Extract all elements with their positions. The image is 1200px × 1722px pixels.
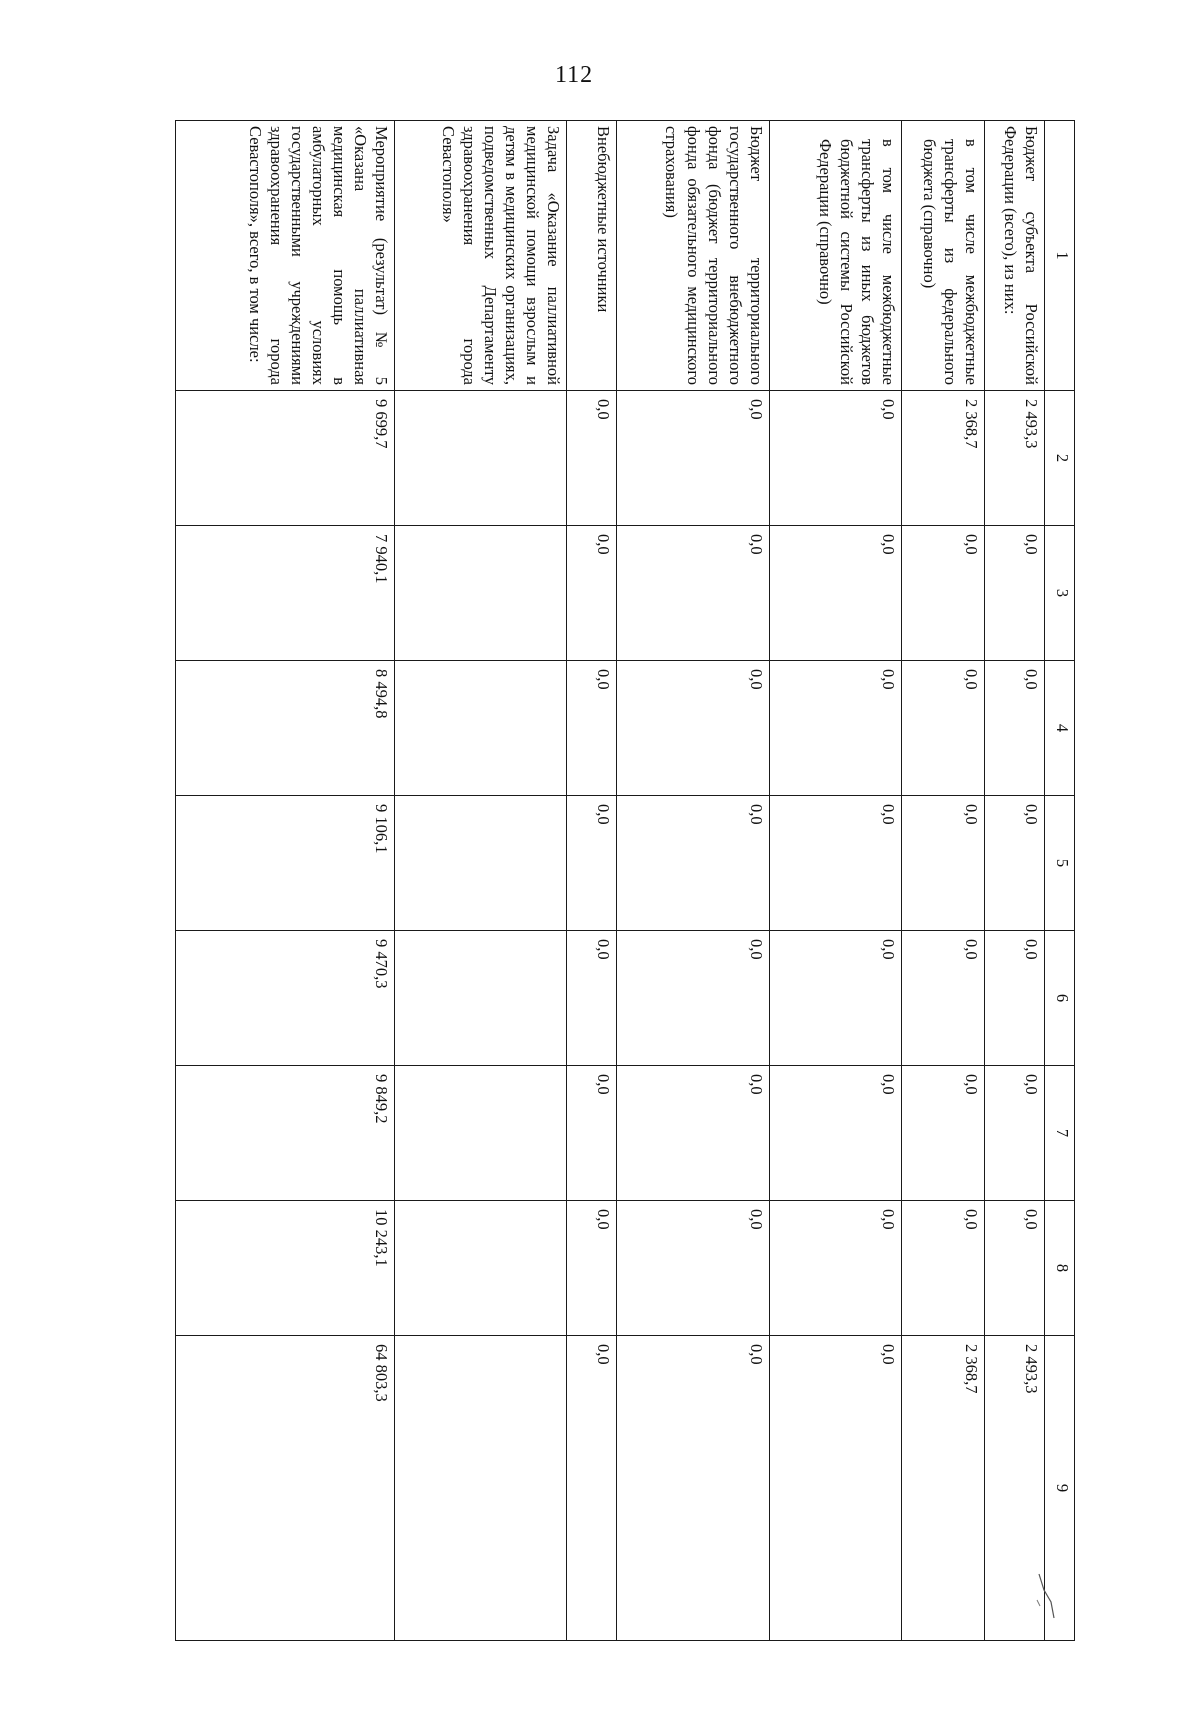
- header-cell: 8: [1045, 1201, 1075, 1336]
- value-cell: 0,0: [616, 1201, 769, 1336]
- value-cell: 0,0: [769, 1201, 901, 1336]
- table-row: [616, 121, 769, 1641]
- value-cell: 9 849,2: [176, 1066, 395, 1201]
- value-cell: 0,0: [902, 1201, 985, 1336]
- value-cell: 8 494,8: [176, 661, 395, 796]
- value-cell: 0,0: [616, 1066, 769, 1201]
- value-cell: 0,0: [567, 931, 617, 1066]
- header-cell: 9: [1045, 1336, 1075, 1641]
- value-cell: 0,0: [985, 796, 1045, 931]
- header-cell: 6: [1045, 931, 1075, 1066]
- value-cell: 0,0: [902, 931, 985, 1066]
- row-label: Бюджет субъекта Российской Федерации (всего), из них:: [985, 121, 1045, 391]
- value-cell: 0,0: [567, 526, 617, 661]
- value-cell: 0,0: [769, 526, 901, 661]
- value-cell: [395, 1336, 567, 1641]
- value-cell: 2 493,3: [985, 1336, 1045, 1641]
- header-cell: 4: [1045, 661, 1075, 796]
- value-cell: 0,0: [567, 661, 617, 796]
- value-cell: [395, 931, 567, 1066]
- value-cell: 10 243,1: [176, 1201, 395, 1336]
- value-cell: [395, 796, 567, 931]
- value-cell: 2 368,7: [902, 391, 985, 526]
- value-cell: [395, 526, 567, 661]
- value-cell: 0,0: [616, 796, 769, 931]
- row-label: в том числе межбюджетные трансферты из иных бюджетов бюджетной системы Российской Федерации (справочно): [769, 121, 901, 391]
- row-label: Внебюджетные источники: [567, 121, 617, 391]
- value-cell: 9 470,3: [176, 931, 395, 1066]
- value-cell: [395, 1066, 567, 1201]
- value-cell: 2 493,3: [985, 391, 1045, 526]
- header-cell: 5: [1045, 796, 1075, 931]
- value-cell: 0,0: [567, 391, 617, 526]
- value-cell: 0,0: [616, 931, 769, 1066]
- value-cell: 0,0: [902, 526, 985, 661]
- header-cell: 2: [1045, 391, 1075, 526]
- value-cell: 0,0: [902, 661, 985, 796]
- pen-mark: [1035, 1572, 1057, 1622]
- value-cell: 0,0: [567, 1201, 617, 1336]
- row-label: в том числе межбюджетные трансферты из федерального бюджета (справочно): [902, 121, 985, 391]
- value-cell: 0,0: [769, 1066, 901, 1201]
- header-cell: 1: [1045, 121, 1075, 391]
- table-row: [985, 121, 1045, 1641]
- value-cell: 0,0: [567, 1066, 617, 1201]
- page-number: 112: [555, 62, 594, 88]
- value-cell: 0,0: [985, 1066, 1045, 1201]
- value-cell: 7 940,1: [176, 526, 395, 661]
- table-row: [567, 121, 617, 1641]
- value-cell: [395, 661, 567, 796]
- value-cell: 0,0: [616, 526, 769, 661]
- value-cell: 9 106,1: [176, 796, 395, 931]
- table-row: [176, 121, 395, 1641]
- value-cell: 0,0: [902, 1066, 985, 1201]
- budget-table-rotated: [175, 120, 1075, 1640]
- value-cell: 0,0: [769, 1336, 901, 1641]
- budget-table: [175, 120, 1075, 1641]
- value-cell: 0,0: [985, 661, 1045, 796]
- header-row: [1045, 121, 1075, 1641]
- row-label: Задача «Оказание паллиативной медицинской помощи взрослым и детям в медицинских организациях, подведомственных Департаменту здравоохранения города Севастополя»: [395, 121, 567, 391]
- value-cell: [395, 391, 567, 526]
- value-cell: 0,0: [985, 931, 1045, 1066]
- value-cell: 0,0: [769, 931, 901, 1066]
- value-cell: 0,0: [985, 526, 1045, 661]
- value-cell: 9 699,7: [176, 391, 395, 526]
- header-cell: 7: [1045, 1066, 1075, 1201]
- value-cell: 64 803,3: [176, 1336, 395, 1641]
- value-cell: 0,0: [769, 661, 901, 796]
- value-cell: 0,0: [567, 1336, 617, 1641]
- value-cell: 0,0: [616, 661, 769, 796]
- value-cell: 0,0: [616, 391, 769, 526]
- table-row: [395, 121, 567, 1641]
- value-cell: [395, 1201, 567, 1336]
- table-row: [902, 121, 985, 1641]
- value-cell: 0,0: [902, 796, 985, 931]
- value-cell: 2 368,7: [902, 1336, 985, 1641]
- value-cell: 0,0: [616, 1336, 769, 1641]
- value-cell: 0,0: [769, 796, 901, 931]
- row-label: Мероприятие (результат) № 5 «Оказана паллиативная медицинская помощь в амбулаторных условиях государственными учреждениями здравоохранения города Севастополя», всего, в том числе:: [176, 121, 395, 391]
- header-cell: 3: [1045, 526, 1075, 661]
- value-cell: 0,0: [769, 391, 901, 526]
- row-label: Бюджет территориального государственного внебюджетного фонда (бюджет территориального фонда обязательного медицинского страхования): [616, 121, 769, 391]
- value-cell: 0,0: [985, 1201, 1045, 1336]
- table-row: [769, 121, 901, 1641]
- value-cell: 0,0: [567, 796, 617, 931]
